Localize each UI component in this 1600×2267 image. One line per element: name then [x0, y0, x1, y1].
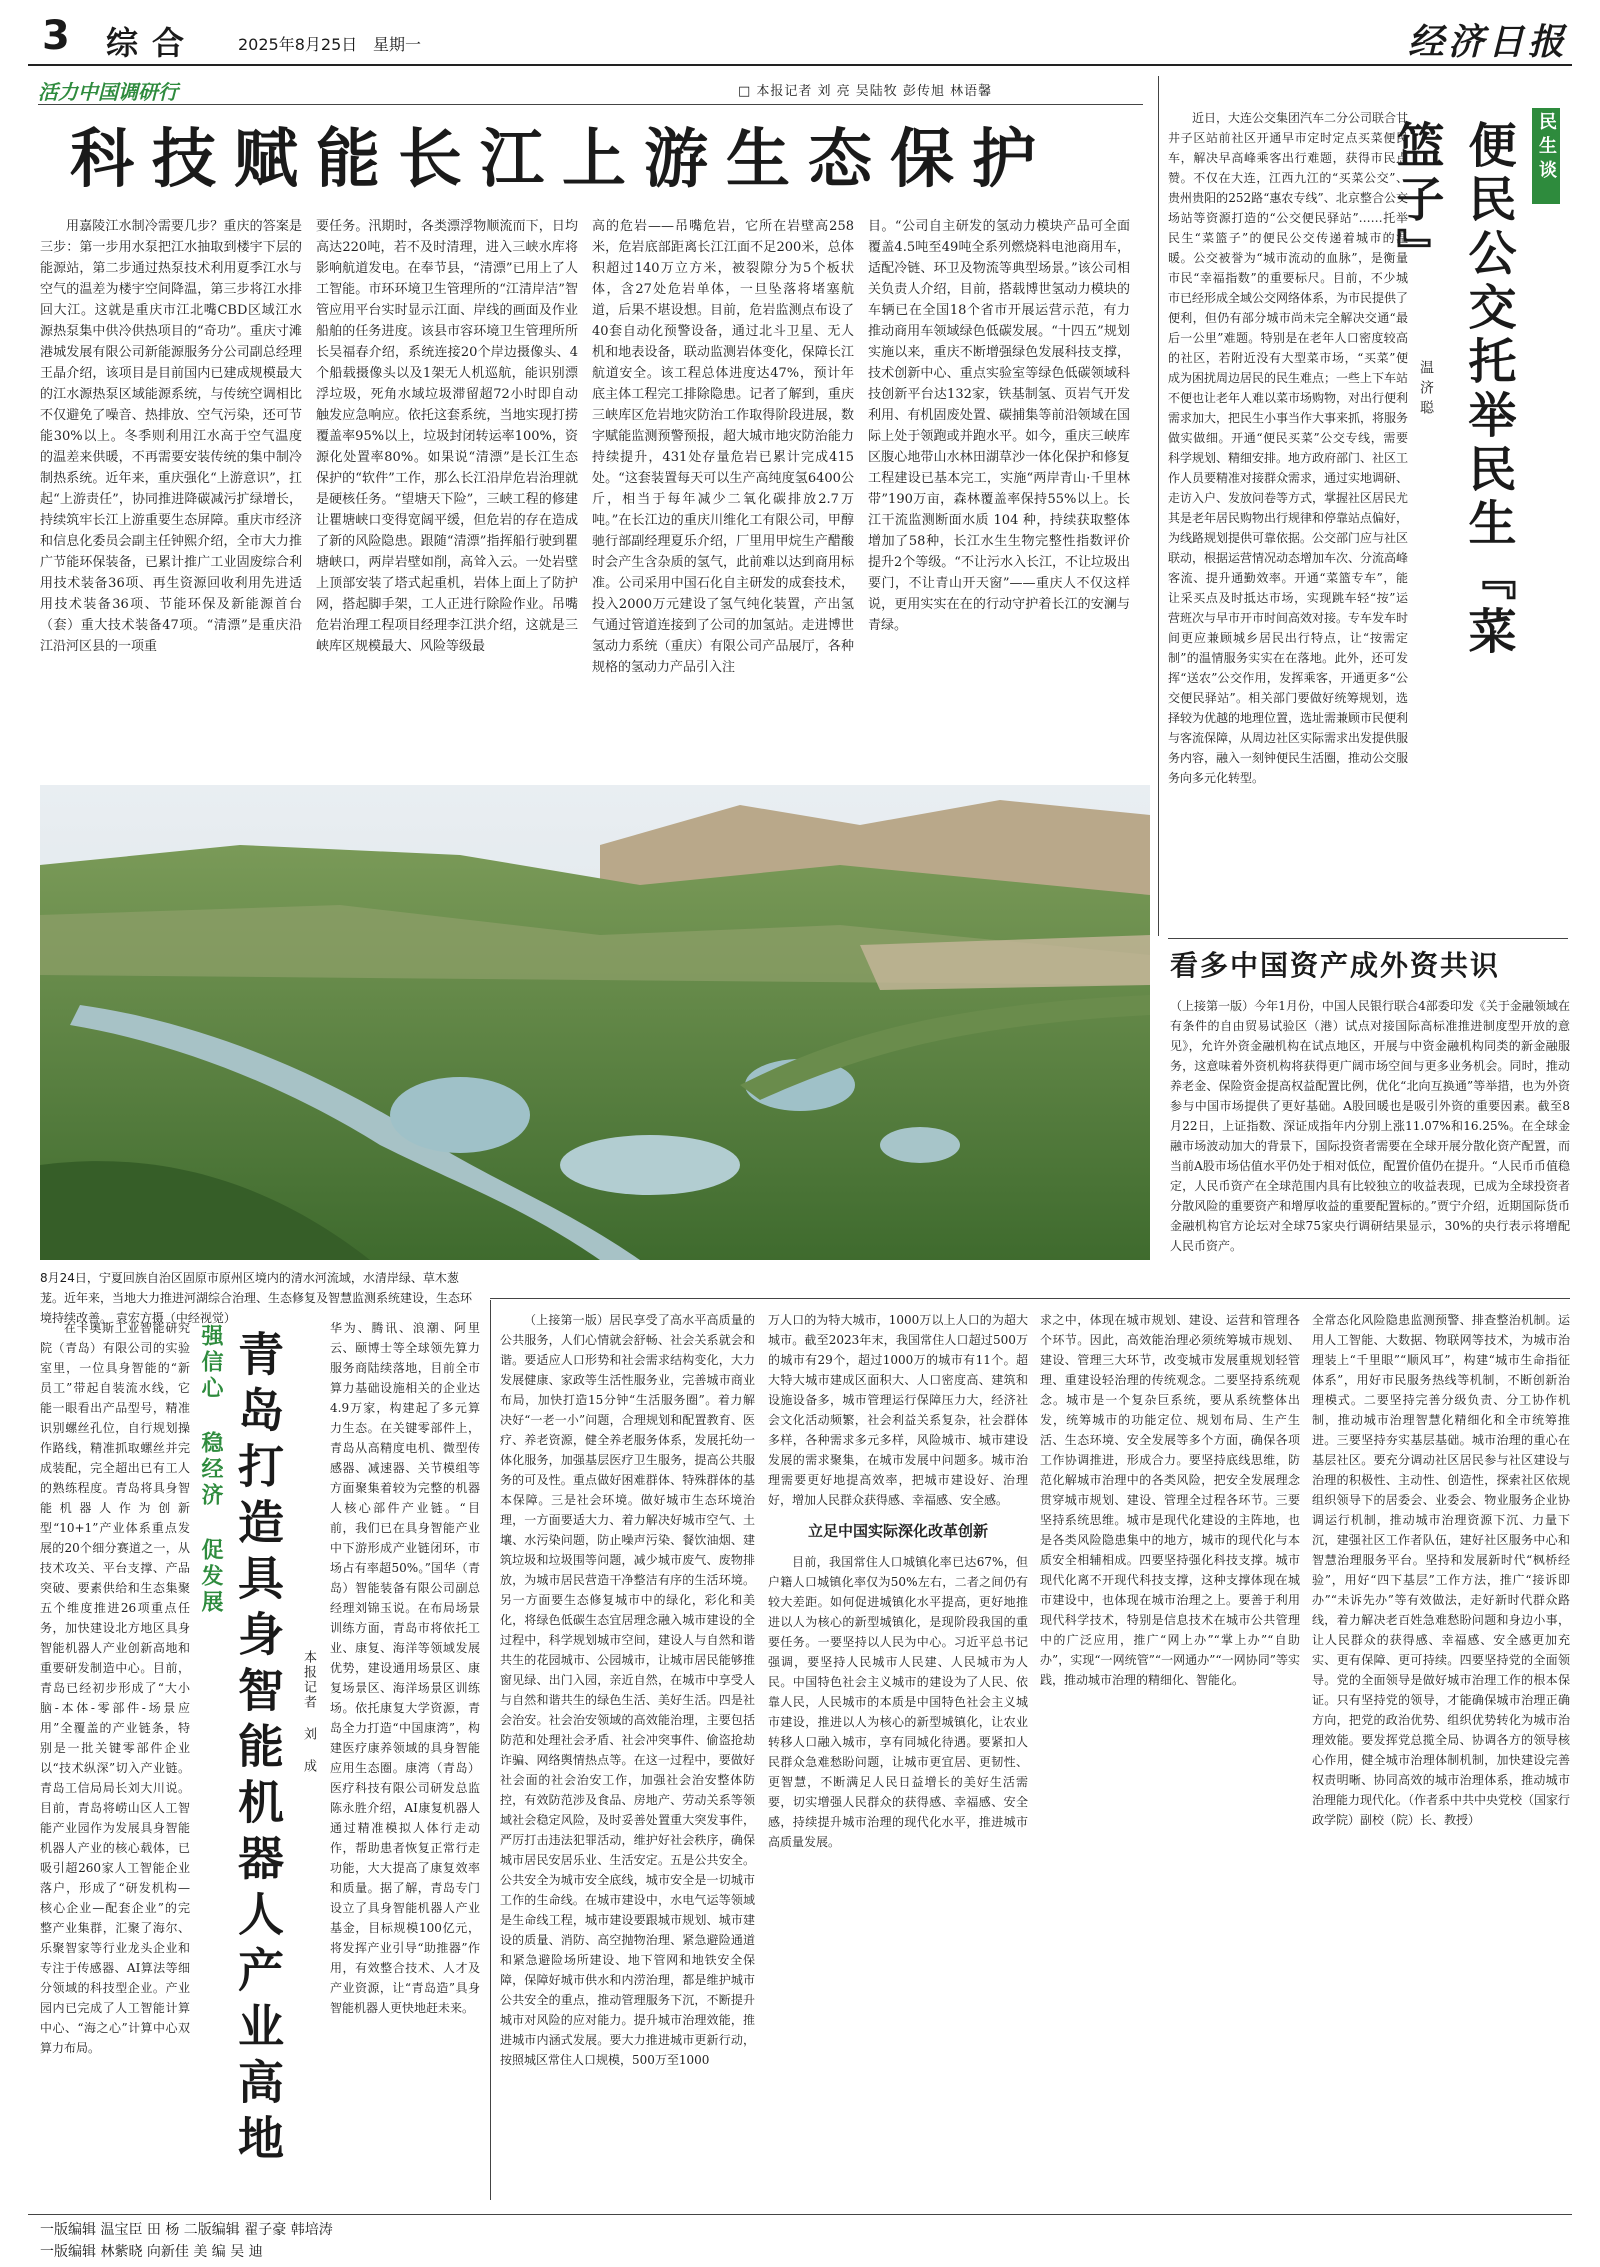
footer-rule — [28, 2214, 1572, 2215]
section-name: 综合 — [106, 24, 199, 62]
foreign-top-rule — [1168, 938, 1568, 939]
liveli-author: 温济聪 — [1418, 360, 1434, 420]
liveli-tag: 民生谈 — [1532, 108, 1560, 204]
qingdao-col1-text: 在卡奥斯工业智能研究院（青岛）有限公司的实验室里，一位具身智能的“新员工”带起自装流水线，它能一眼看出产品型号，精准识别螺丝孔位，自行规划操作路线，精准抓取螺丝并完成装配，完全超出已有工人的熟练程度。青岛将具身智能机器人作为创新型“10+1”产业体系重点发展的20个细分赛道之一，从技术攻关、平台支撑、产品突破、要素供给和生态集聚五个维度推进26项重点任务，加快建设北方地区具身智能机器人产业创新高地和重要研发制造中心。目前，青岛已经初步形成了“大小脑-本体-零部件-场景应用”全覆盖的产业链条，特别是一批关键零部件企业以“技术纵深”切入产业链。青岛工信局局长刘大川说。目前，青岛将崂山区人工智能产业园作为发展具身智能机器人产业的核心载体，已吸引超260家人工智能企业落户，形成了“研发机构—核心企业—配套企业”的完整产业集群，汇聚了海尔、乐聚智家等行业龙头企业和专注于传感器、AI算法等细分领域的科技型企业。产业园内已完成了人工智能计算中心、“海之心”计算中心双算力布局。 — [40, 1321, 190, 2055]
photo-landscape — [40, 785, 1150, 1260]
page-number: 3 — [42, 13, 70, 59]
lead-column-2 — [316, 216, 578, 766]
qingdao-column-1 — [40, 1318, 190, 2208]
qingdao-kicker: 强信心 稳经济 促发展 — [198, 1324, 223, 1616]
liveli-body — [1168, 108, 1408, 928]
qingdao-headline: 青岛打造具身智能机器人产业高地 — [231, 1330, 285, 2170]
issue-weekday: 星期一 — [373, 35, 422, 54]
lead-col4-text: 目。“公司自主研发的氢动力模块产品可全面覆盖4.5吨至49吨全系列燃烧料电池商用车，适配冷链、环卫及物流等典型场景。”该公司相关负责人介绍，目前，搭载博世氢动力模块的车辆已在全国18个省市开展运营示范，有力推动商用车领域绿色低碳发展。“十四五”规划实施以来，重庆不断增强绿色发展科技支撑，技术创新中心、重点实验室等绿色低碳领域科技创新平台达132家，铁基制氢、页岩气开发利用、有机固废处置、碳捕集等前沿领域在国际上处于领跑或并跑水平。如今，重庆三峡库区腹心地带山水林田湖草沙一体化保护和修复工程建设已基本完工，实施“两岸青山·千里林带”190万亩，森林覆盖率保持55%以上。长江干流监测断面水质 104 种，持续获取整体增加了58种，长江水生生物完整性指数评价提升2个等级。“不让污水入长江，不让垃圾出要门，不让青山开天窗”——重庆人不仅这样说，更用实实在在的行动守护着长江的安澜与青绿。 — [868, 219, 1130, 633]
reform-column-1 — [500, 1310, 755, 2210]
qingdao-column-2 — [330, 1318, 480, 2208]
foreign-text: （上接第一版）今年1月份，中国人民银行联合4部委印发《关于金融领域在有条件的自由贸易试验区（港）试点对接国际高标准推进制度型开放的意见》，允许外资金融机构在试点地区，开展与中资金融机构同类的新金融服务，这意味着外资机构将获得更广阔市场空间与更多业务机会。同时，推动养老金、保险资金提高权益配置比例，优化“北向互换通”等举措，也为外资参与中国市场提供了更好基础。A股回暖也是吸引外资的重要因素。截至8月22日，上证指数、深证成指年内分别上涨11.07%和16.25%。在全球金融市场波动加大的背景下，国际投资者需要在全球开展分散化资产配置，而当前A股市场估值水平仍处于相对低位，配置价值仍在提升。“人民币币值稳定，人民币资产在全球范围内具有比较独立的收益表现，已成为全球投资者分散风险的重要资产和增厚收益的重要配置标的。”贾宁介绍，近期国际货币金融机构官方论坛对全球75家央行调研结果显示，30%的央行表示将增配人民币资产。 — [1170, 999, 1570, 1253]
lead-top-rule — [38, 104, 1143, 105]
issue-date: 2025年8月25日 — [238, 35, 358, 54]
lead-column-4 — [868, 216, 1130, 766]
masthead-rule — [28, 64, 1572, 66]
lead-column-3 — [592, 216, 854, 766]
reform-column-4 — [1312, 1310, 1570, 2210]
reform-col1-text: （上接第一版）居民享受了高水平高质量的公共服务，人们心情就会舒畅、社会关系就会和谐。要适应人口形势和社会需求结构变化，大力发展健康、家政等生活性服务业，完善城市商业布局，加快打造15分钟“生活服务圈”。着力解决好“一老一小”问题，合理规划和配置教育、医疗、养老资源，健全养老服务体系，发展托幼一体化服务，加强基层医疗卫生服务，提高公共服务的可及性。重点做好困难群体、特殊群体的基本保障。三是社会环境。做好城市生态环境治理，一方面要适大力、着力解决好城市空气、土壤、水污染问题，防止噪声污染、餐饮油烟、建筑垃圾和垃圾围等问题，减少城市废气、废物排放，为城市居民营造干净整洁有序的生活环境。另一方面要生态修复城市中的绿化，彩化和美化，将绿色低碳生态宜居理念融入城市建设的全过程中，科学规划城市空间，建设人与自然和谐共生的花园城市、公园城市，让城市居民能够推窗见绿、出门入园，亲近自然，在城市中享受人与自然和谐共生的绿色生活、美好生活。四是社会治安。社会治安领域的高效能治理，主要包括防范和处理社会矛盾、社会冲突事件、偷盗抢劫诈骗、网络舆情热点等。在这一过程中，要做好社会面的社会治安工作，加强社会治安整体防控，有效防范涉及食品、房地产、劳动关系等领域社会稳定风险，及时妥善处置重大突发事件，严厉打击违法犯罪活动，维护好社会秩序，确保城市居民安居乐业、生活安定。五是公共安全。公共安全为城市安全底线，城市安全是一切城市工作的生命线。在城市建设中，水电气运等领域是生命线工程，城市建设要跟城市规划、城市建设的质量、消防、高空抛物治理、紧急避险通道和紧急避险场所建设、地下管网和地铁安全保障，保障好城市供水和内涝治理，都是维护城市公共安全的重点，推动管理服务下沉，不断提升城市对风险的应对能力。提升城市治理效能，推进城市内涵式发展。要大力推进城市更新行动，按照城区常住人口规模，500万至1000 — [500, 1313, 755, 2067]
lead-col3-text: 高的危岩——吊嘴危岩，它所在岩壁高258米，危岩底部距离长江江面不足200米，总体积超过140万立方米，被裂隙分为5个板状体，含27处危岩单体，一旦坠落将堵塞航道，后果不堪设想。目前，危岩监测点布设了40套自动化预警设备，通过北斗卫星、无人机和地表设备，联动监测岩体变化，保障长江航道安全。该工程总体进度达47%，预计年底主体工程完工排除隐患。记者了解到，重庆三峡库区危岩地灾防治工作取得阶段进展，数字赋能监测预警预报，超大城市地灾防治能力持续提升，431处存量危岩已累计完成415处。“这套装置每天可以生产高纯度氢6400公斤，相当于每年减少二氧化碳排放2.7万吨。”在长江边的重庆川维化工有限公司，甲醇驰行部副经理夏乐介绍，厂里用甲烷生产醋酸时会产生含杂质的氢气，此前难以达到商用标准。公司采用中国石化自主研发的成套技术，投入2000万元建设了氢气纯化装置，产出氢气通过管道连接到了公司的加氢站。走进博世氢动力系统（重庆）有限公司产品展厅，各种规格的氢动力产品引入注 — [592, 219, 854, 675]
qingdao-byline: 本报记者 刘 成 — [301, 1650, 316, 1774]
foreign-body — [1170, 996, 1570, 1256]
lead-col2-text: 要任务。汛期时，各类漂浮物顺流而下，日均高达220吨，若不及时清理，进入三峡水库将影响航道发电。在奉节县，“清漂”已用上了人工智能。市环环境卫生管理所的“江清岸洁”智管应用平台实时显示江面、岸线的画面及作业船舶的任务进度。该县市容环境卫生管理所所长吴福春介绍，系统连接20个岸边摄像头、4个船载摄像头以及1架无人机巡航，能识别漂浮垃圾，死角水域垃圾滞留超72小时即自动触发应急响应。依托这套系统，当地实现打捞覆盖率95%以上，垃圾封闭转运率100%，资源化处置率80%。如果说“清漂”是长江生态保护的“软件”工作，那么长江沿岸危岩治理就是硬核任务。“望塘天下险”，三峡工程的修建让瞿塘峡口变得宽阔平缓，但危岩的存在造成了新的风险隐患。跟随“清漂”指挥船行驶到瞿塘峡口，两岸岩壁如削，高耸入云。一处岩壁上顶部安装了塔式起重机，岩体上面上了防护网，搭起脚手架，工人正进行除险作业。吊嘴危岩治理工程项目经理李江洪介绍，这就是三峡库区规模最大、风险等级最 — [316, 219, 578, 654]
reform-mid2-text: 目前，我国常住人口城镇化率已达67%，但户籍人口城镇化率仅为50%左右，二者之间仍有较大差距。如何促进城镇化水平提高，更好地推进以人为核心的新型城镇化，是现阶段我国的重要任务。一要坚持以人民为中心。习近平总书记强调，要坚持人民城市人民建、人民城市为人民。中国特色社会主义城市的建设为了人民、依靠人民，人民城市的本质是中国特色社会主义城市建设，推进以人为核心的新型城镇化，让农业转移人口融入城市，享有同城化待遇。要紧扣人民群众急难愁盼问题，让城市更宜居、更韧性、更智慧，不断满足人民日益增长的美好生活需要，切实增强人民群众的获得感、幸福感、安全感，持续提升城市治理的现代化水平，推进城市高质量发展。 — [768, 1555, 1028, 1849]
bottom-mid-rule — [490, 1300, 491, 2200]
masthead — [28, 14, 1572, 62]
aerial-river-wetland-photo — [40, 785, 1150, 1260]
paper-logo: 经济日报 — [1408, 21, 1569, 63]
liveli-headline: 便民公交托举民生『菜篮子』 — [1388, 120, 1516, 660]
reform-col3-text: 求之中，体现在城市规划、建设、运营和管理各个环节。因此，高效能治理必须统筹城市规划、建设、管理三大环节，改变城市发展重规划轻管理、重建设轻治理的传统观念。二要坚持系统观念。城市是一个复杂巨系统，要从系统整体出发，统筹城市的功能定位、规划布局、生产生活、生态环境、安全发展等多个方面，确保各项工作协调推进，形成合力。要坚持底线思维，防范化解城市治理中的各类风险，把安全发展理念贯穿城市规划、建设、管理全过程各环节。三要坚持系统思维。城市是现代化建设的主阵地，也是各类风险隐患集中的地方，城市的现代化与本质安全相辅相成。四要坚持强化科技支撑。城市现代化离不开现代科技支撑，这种支撑体现在城市建设中，也体现在城市治理之上。要善于利用现代科学技术，特别是信息技术在城市公共管理中的广泛应用，推广“网上办”“掌上办”“自助办”，实现“一网统管”“一网通办”“一网协同”等实践，推动城市治理的精细化、智能化。 — [1040, 1313, 1300, 1687]
footer-editors-line1: 一版编辑 温宝臣 田 杨 二版编辑 翟子豪 韩培涛 — [40, 2222, 333, 2238]
reform-column-3 — [1040, 1310, 1300, 2210]
reform-col4-text: 全常态化风险隐患监测预警、排查整治机制。运用人工智能、大数据、物联网等技术，为城市治理装上“千里眼”“顺风耳”，构建“城市生命指征体系”，用好市民服务热线等机制，不断创新治理模式。二要坚持完善分级负责、分工协作机制，推动城市治理智慧化精细化和全市统筹推进。三要坚持夯实基层基础。城市治理的重心在基层社区。要充分调动社区居民参与社区建设与治理的积极性、主动性、创造性，探索社区依规组织领导下的居委会、业委会、物业服务企业协调运行机制，推动城市治理资源下沉、力量下沉，建强社区工作者队伍，建好社区服务中心和智慧治理服务平台。坚持和发展新时代“枫桥经验”，用好“四下基层”工作方法，推广“接诉即办”“未诉先办”等有效做法，走好新时代群众路线，着力解决老百姓急难愁盼问题和身边小事，让人民群众的获得感、幸福感、安全感更加充实、更有保障、更可持续。四要坚持党的全面领导。党的全面领导是做好城市治理工作的根本保证。只有坚持党的领导，才能确保城市治理正确方向，把党的政治优势、组织优势转化为城市治理效能。要发挥党总揽全局、协调各方的领导核心作用，健全城市治理体制机制，加快建设完善权责明晰、协同高效的城市治理体系，推动城市治理能力现代化。（作者系中共中央党校（国家行政学院）副校（院）长、教授） — [1312, 1313, 1570, 1827]
liveli-text: 近日，大连公交集团汽车二分公司联合甘井子区站前社区开通早市定时定点买菜便民车，解决早高峰乘客出行难题，获得市民点赞。不仅在大连，江西九江的“买菜公交”、贵州贵阳的252路“惠农专线”、北京整合公交场站等资源打造的“公交便民驿站”……托举民生“菜篮子”的便民公交传递着城市的温暖。公交被誉为“城市流动的血脉”，是衡量市民“幸福指数”的重要标尺。目前，不少城市已经形成全域公交网络体系，为市民提供了便利，但仍有部分城市尚未完全解决交通“最后一公里”难题。特别是在老年人口密度较高的社区，若附近没有大型菜市场，“买菜”便成为困扰周边居民的民生难点；一些上下车站不便也让老年人难以菜市场购物，对出行便利需求加大，把民生小事当作大事来抓，将服务做实做细。开通“便民买菜”公交专线，需要科学规划、精细安排。地方政府部门、社区工作人员要精准对接群众需求，通过实地调研、走访入户、发放问卷等方式，掌握社区居民尤其是老年居民购物出行规律和停靠站点偏好，为线路规划提供可靠依据。公交部门应与社区联动，根据运营情况动态增加车次、分流高峰客流、提升通勤效率。开通“菜篮专车”，能让采买点及时抵达市场，实现跳车轻“按”运营班次与早市开市时间高效对接。专车发车时间更应兼顾城乡居民出行特点，让“按需定制”的温情服务实实在在落地。此外，还可发挥“送农”公交作用，发挥乘客，开通更多“公交便民驿站”。相关部门要做好统筹规划，选择较为优越的地理位置，选址需兼顾市民便利与客流保障，从周边社区实际需求出发提供服务内容，融入一刻钟便民生活圈，推动公交服务向多元化转型。 — [1168, 111, 1408, 785]
lead-column-1 — [40, 216, 302, 766]
bottom-top-rule — [490, 1298, 1570, 1299]
qingdao-col2-text: 华为、腾讯、浪潮、阿里云、颐博士等全球领先算力服务商陆续落地，目前全市算力基础设施相关的企业达4.9万家，构建起了多元算力生态。在关键零部件上，青岛从高精度电机、微型传感器、减速器、关节模组等方面聚集着较为完整的机器人核心部件产业链。“目前，我们已在具身智能产业中下游形成产业链闭环，市场占有率超50%。”国华（青岛）智能装备有限公司副总经理刘锦玉说。在布局场景训练方面，青岛市将依托工业、康复、海洋等领域发展优势，建设通用场景区、康复场景区、海洋场景区训练场。依托康复大学资源，青岛全力打造“中国康湾”，构建医疗康养领域的具身智能应用生态圈。康湾（青岛）医疗科技有限公司研发总监陈永胜介绍，AI康复机器人通过精准模拟人体行走动作，帮助患者恢复正常行走功能，大大提高了康复效率和质量。据了解，青岛专门设立了具身智能机器人产业基金，目标规模100亿元，将发挥产业引导“助推器”作用，有效整合技术、人才及产业资源，让“青岛造”具身智能机器人更快地赶未来。 — [330, 1321, 480, 2015]
footer-editors-line2: 一版编辑 林紫晓 向新佳 美 编 吴 迪 — [40, 2244, 263, 2260]
lead-headline: 科技赋能长江上游生态保护 — [70, 123, 1054, 197]
photo-caption: 8月24日，宁夏回族自治区固原市原州区境内的清水河流域，水清岸绿、草木葱茏。近年来，当地大力推进河湖综合治理、生态修复及智慧监测系统建设，生态环境持续改善。 袁宏方摄（中经视觉） — [40, 1271, 473, 1325]
foreign-headline: 看多中国资产成外资共识 — [1170, 949, 1501, 982]
reform-mid-text: 万人口的为特大城市，1000万以上人口的为超大城市。截至2023年末，我国常住人口超过500万的城市有29个，超过1000万的城市有11个。超大特大城市建成区面积大、人口密度高、建筑和设施设备多，城市管理运行保障压力大，经济社会文化活动频繁，社会利益关系复杂，社会群体多样，各种需求多元多样，风险城市、城市建设发展的需求聚集，在城市发展中问题多。城市治理需要更好地提高效率，把城市建设好、治理好，增加人民群众获得感、幸福感、安全感。 — [768, 1313, 1028, 1507]
reform-subhead: 立足中国实际深化改革创新 — [807, 1522, 988, 1540]
reform-column-2 — [768, 1310, 1028, 2210]
lead-byline: □ 本报记者 刘 亮 吴陆牧 彭传旭 林语馨 — [738, 84, 993, 99]
column-tag: 活力中国调研行 — [38, 80, 178, 104]
sidebar-left-rule — [1158, 76, 1159, 936]
lead-col1-text: 用嘉陵江水制冷需要几步？重庆的答案是三步：第一步用水泵把江水抽取到楼宇下层的能源站，第二步通过热泵技术利用夏季江水与空气的温差为楼宇空间降温，第三步将江水排回大江。这就是重庆市江北嘴CBD区域江水源热泵集中供冷供热项目的“奇功”。重庆寸滩港城发展有限公司新能源服务分公司副总经理王晶介绍，该项目是目前国内已建成规模最大的江水源热泵区域能源系统，与传统空调相比不仅避免了噪音、热排放、空气污染，还可节能30%以上。冬季则利用江水高于空气温度的温差来供暖，不再需要安装传统的集中制冷制热系统。近年来，重庆强化“上游意识”，扛起“上游责任”，协同推进降碳减污扩绿增长，持续筑牢长江上游重要生态屏障。重庆市经济和信息化委员会副主任钟熙介绍，全市大力推广节能环保装备，已累计推广工业固废综合利用技术装备36项、再生资源回收利用先进适用技术装备36项、节能环保及新能源首台（套）重大技术装备47项。“清漂”是重庆沿江沿河区县的一项重 — [40, 219, 302, 654]
